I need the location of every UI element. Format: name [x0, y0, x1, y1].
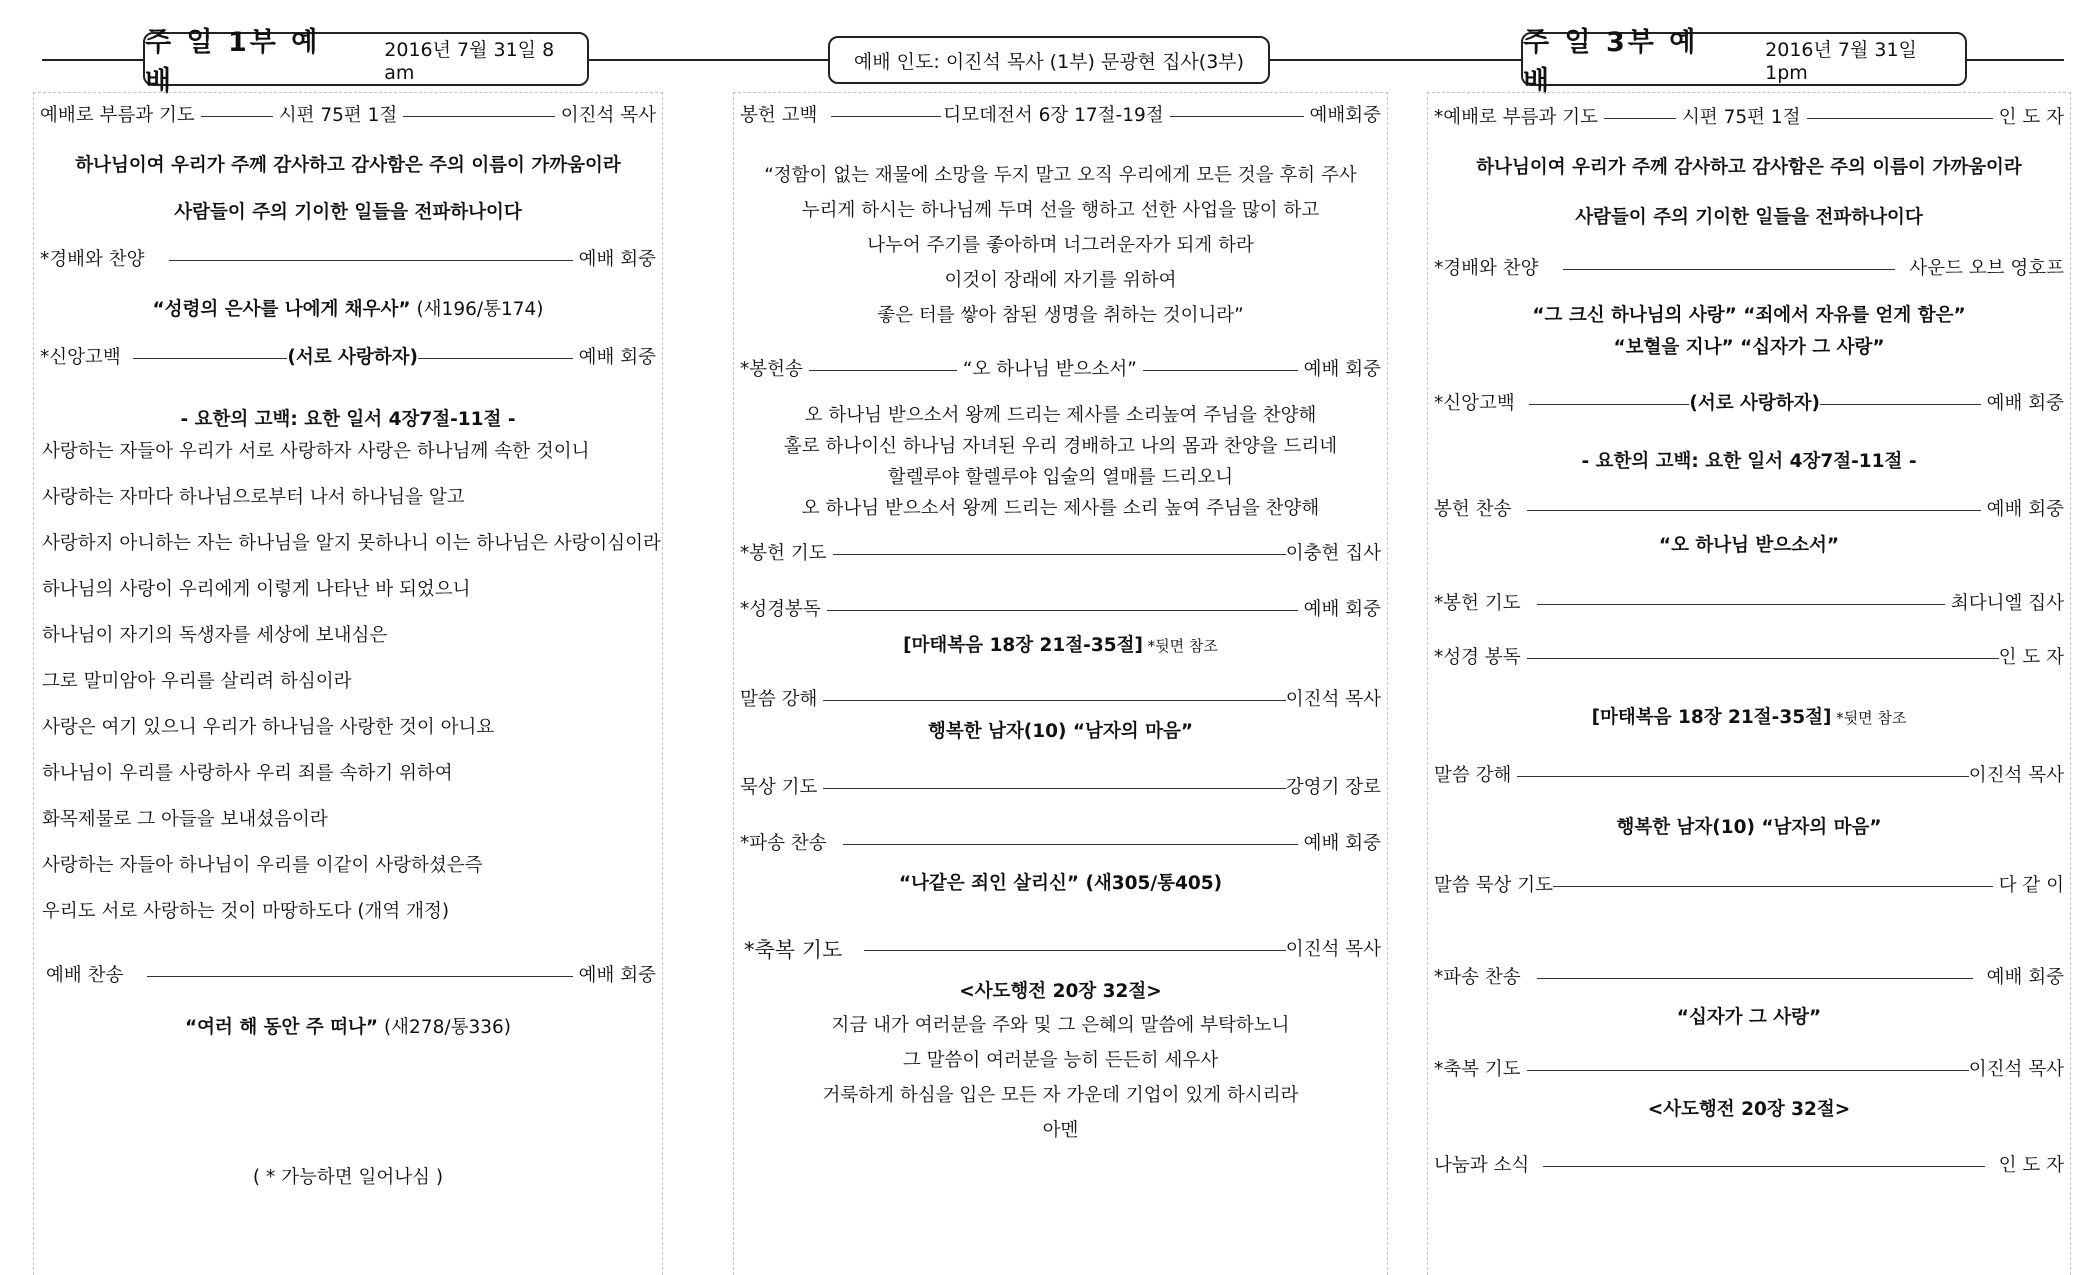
confession-line: 사랑은 여기 있으니 우리가 하나님을 사랑한 것이 아니요: [42, 717, 495, 738]
confession-line: 사랑하지 아니하는 자는 하나님을 알지 못하나니 이는 하나님은 사랑이심이라: [42, 533, 661, 554]
praise-row: *경배와 찬양 예배 회중: [40, 249, 656, 270]
service-3-date: 2016년 7월 31일 1pm: [1765, 38, 1917, 84]
sending-hymn-row: *파송 찬송 예배 회중: [1434, 967, 2064, 988]
confession-line: 그로 말미암아 우리를 살리려 하심이라: [42, 671, 352, 692]
sending-hymn-row: *파송 찬송 예배 회중: [740, 833, 1381, 854]
praise-row: *경배와 찬양 사운드 오브 영호프: [1434, 258, 2064, 279]
sending-hymn-song: “십자가 그 사랑”: [1676, 1007, 1822, 1028]
sending-hymn-song: “나같은 죄인 살리신” (새305/통405): [898, 873, 1223, 894]
confession-line: 하나님이 우리를 사랑하사 우리 죄를 속하기 위하여: [42, 763, 453, 784]
creed-row: *신앙고백 (서로 사랑하자) 예배 회중: [40, 347, 656, 368]
benediction-line: 아멘: [1042, 1120, 1079, 1141]
offering-confession-row: 봉헌 고백 디모데전서 6장 17절-19절 예배회중: [740, 105, 1381, 126]
offering-scripture-line: 이것이 장래에 자기를 위하여: [944, 270, 1177, 291]
benediction-row: *축복 기도 이진석 목사: [1434, 1059, 2064, 1080]
offering-prayer-row: *봉헌 기도 최다니엘 집사: [1434, 593, 2064, 614]
benediction-reference: <사도행전 20장 32절>: [1647, 1099, 1851, 1120]
scripture-reference: [마태복음 18장 21절-35절] *뒷면 참조: [1591, 707, 1907, 728]
confession-line: 사랑하는 자마다 하나님으로부터 나서 하나님을 알고: [42, 487, 465, 508]
confession-title: - 요한의 고백: 요한 일서 4장7절-11절 -: [180, 409, 516, 430]
announcements-row: 나눔과 소식 인 도 자: [1434, 1155, 2064, 1176]
stand-note: ( * 가능하면 일어나심 ): [252, 1167, 444, 1188]
call-verse-2: 사람들이 주의 기이한 일들을 전파하나이다: [174, 202, 522, 223]
call-to-worship-row: *예배로 부름과 기도 시편 75편 1절 인 도 자: [1434, 107, 2064, 128]
service-1-date: 2016년 7월 31일 8 am: [384, 38, 555, 84]
service-leaders: 예배 인도: 이진석 목사 (1부) 문광현 집사(3부): [853, 50, 1245, 73]
offering-lyric-line: 오 하나님 받으소서 왕께 드리는 제사를 소리높여 주님을 찬양해: [804, 405, 1317, 426]
offering-scripture-line: 누리게 하시는 하나님께 두며 선을 행하고 선한 사업을 많이 하고: [801, 200, 1320, 221]
benediction-line: 거룩하게 하심을 입은 모든 자 가운데 기업이 있게 하시리라: [822, 1085, 1299, 1106]
offering-scripture-line: 좋은 터를 쌓아 참된 생명을 취하는 것이니라”: [877, 305, 1244, 326]
confession-line: 화목제물로 그 아들을 보내셨음이라: [42, 809, 328, 830]
call-verse-2: 사람들이 주의 기이한 일들을 전파하나이다: [1575, 207, 1923, 228]
meditation-prayer-row: 말씀 묵상 기도 다 같 이: [1434, 875, 2064, 896]
header-box-service-3: [1521, 27, 1967, 97]
confession-title: - 요한의 고백: 요한 일서 4장7절-11절 -: [1581, 451, 1917, 472]
header-box-leaders: [828, 36, 1270, 84]
service-1-title: 주 일 1부 예 배: [145, 27, 321, 97]
praise-songs-line-2: “보혈을 지나” “십자가 그 사랑”: [1613, 337, 1885, 358]
header-box-service-1: [143, 27, 589, 97]
call-verse-1: 하나님이여 우리가 주께 감사하고 감사함은 주의 이름이 가까움이라: [1476, 157, 2022, 178]
sermon-title: 행복한 남자(10) “남자의 마음”: [927, 721, 1193, 742]
offering-hymn-song: “오 하나님 받으소서”: [1658, 535, 1840, 556]
offering-scripture-line: “정함이 없는 재물에 소망을 두지 말고 오직 우리에게 모든 것을 후히 주사: [764, 165, 1357, 186]
silent-prayer-row: 묵상 기도 강영기 장로: [740, 777, 1381, 798]
confession-line: 하나님이 자기의 독생자를 세상에 보내심은: [42, 625, 388, 646]
scripture-reference: [마태복음 18장 21절-35절] *뒷면 참조: [903, 635, 1218, 656]
call-verse-1: 하나님이여 우리가 주께 감사하고 감사함은 주의 이름이 가까움이라: [75, 155, 621, 176]
offering-lyric-line: 할렐루야 할렐루야 입술의 열매를 드리오니: [887, 467, 1234, 488]
sermon-title: 행복한 남자(10) “남자의 마음”: [1616, 817, 1882, 838]
benediction-row: *축복 기도 이진석 목사: [744, 938, 1381, 962]
service-1-column: [33, 92, 663, 1275]
confession-line: 사랑하는 자들아 하나님이 우리를 이같이 사랑하셨은즉: [42, 855, 483, 876]
confession-line: 우리도 서로 사랑하는 것이 마땅하도다 (개역 개정): [42, 901, 450, 922]
offering-scripture-line: 나누어 주기를 좋아하며 너그러운자가 되게 하라: [867, 235, 1254, 256]
praise-song: “성령의 은사를 나에게 채우사” (새196/통174): [152, 299, 544, 320]
benediction-reference: <사도행전 20장 32절>: [959, 981, 1162, 1002]
creed-row: *신앙고백 (서로 사랑하자) 예배 회중: [1434, 393, 2064, 414]
offering-lyric-line: 오 하나님 받으소서 왕께 드리는 제사를 소리 높여 주님을 찬양해: [801, 498, 1320, 519]
confession-line: 사랑하는 자들아 우리가 서로 사랑하자 사랑은 하나님께 속한 것이니: [42, 441, 590, 462]
scripture-reading-row: *성경 봉독 인 도 자: [1434, 647, 2064, 668]
service-3-title: 주 일 3부 예 배: [1523, 27, 1699, 97]
hymn-row: 예배 찬송 예배 회중: [46, 965, 656, 986]
call-to-worship-row: 예배로 부름과 기도 시편 75편 1절 이진석 목사: [40, 105, 656, 126]
sermon-row: 말씀 강해 이진석 목사: [740, 689, 1381, 710]
confession-line: 하나님의 사랑이 우리에게 이렇게 나타난 바 되었으니: [42, 579, 471, 600]
center-column: [733, 92, 1388, 1275]
offering-hymn-row: 봉헌 찬송 예배 회중: [1434, 499, 2064, 520]
service-3-column: [1427, 92, 2071, 1275]
praise-songs-line-1: “그 크신 하나님의 사랑” “죄에서 자유를 얻게 함은”: [1532, 305, 1966, 326]
benediction-line: 그 말씀이 여러분을 능히 든든히 세우사: [902, 1050, 1219, 1071]
benediction-line: 지금 내가 여러분을 주와 및 그 은혜의 말씀에 부탁하노니: [831, 1015, 1290, 1036]
offering-prayer-row: *봉헌 기도 이충현 집사: [740, 543, 1381, 564]
offering-song-row: *봉헌송 “오 하나님 받으소서” 예배 회중: [740, 359, 1381, 380]
scripture-reading-row: *성경봉독 예배 회중: [740, 599, 1381, 620]
offering-lyric-line: 홀로 하나이신 하나님 자녀된 우리 경배하고 나의 몸과 찬양을 드리네: [783, 436, 1338, 457]
hymn-song: “여러 해 동안 주 떠나” (새278/통336): [185, 1017, 511, 1038]
sermon-row: 말씀 강해 이진석 목사: [1434, 765, 2064, 786]
